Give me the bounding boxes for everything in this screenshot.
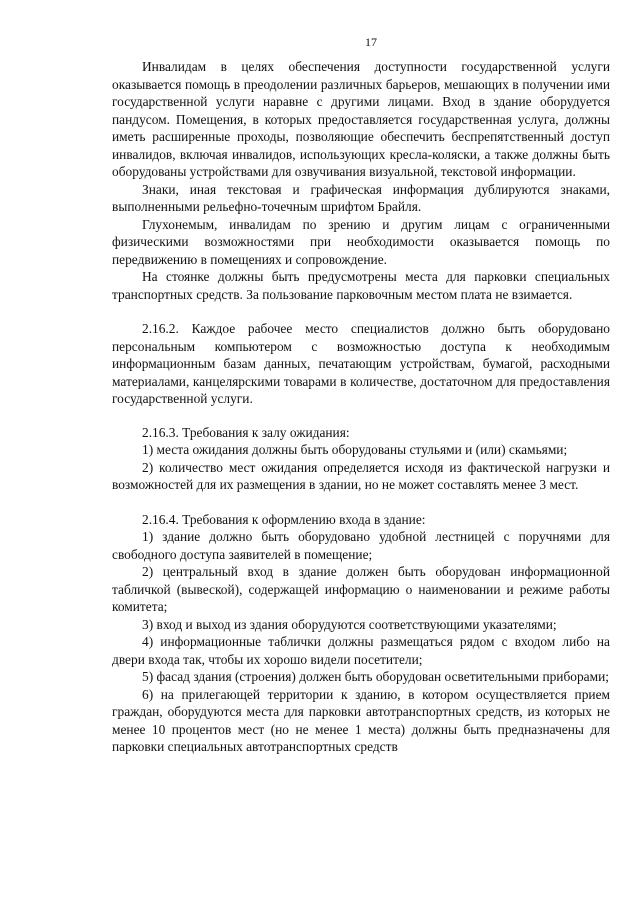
section-2-16-4-item-4: 4) информационные таблички должны размещаться рядом с входом либо на двери входа так, чтобы их хорошо видели посетители; [112, 634, 610, 667]
page-number: 17 [365, 35, 377, 49]
section-2-16-3-item-1: 1) места ожидания должны быть оборудованы стульями и (или) скамьями; [142, 442, 568, 457]
paragraph-accessibility-assistance: Инвалидам в целях обеспечения доступности государственной услуги оказывается помощь в преодолении различных барьеров, мешающих в получении ими государственной услуги наравне с другими лицами. Вход в здание оборудуется пандусом. Помещения, в которых предоставляется государственная услуга, должны иметь расширенные проходы, позволяющие обеспечить беспрепятственный доступ инвалидов, включая инвалидов, использующих кресла-коляски, а также должны быть оборудованы устройствами для озвучивания визуальной, текстовой информации. [112, 59, 610, 179]
section-2-16-3-heading: 2.16.3. Требования к залу ожидания: [142, 424, 350, 440]
section-2-16-3-item-2: 2) количество мест ожидания определяется исходя из фактической нагрузки и возможностей для их размещения в здании, но не может составлять менее 3 мест. [112, 459, 610, 492]
section-2-16-4-item-3: 3) вход и выход из здания оборудуются соответствующими указателями; [142, 616, 557, 632]
section-2-16-2: 2.16.2. Каждое рабочее место специалистов должно быть оборудовано персональным компьютером с возможностью доступа к необходимым информационным базам данных, печатающим устройствам, бумагой, расходными материалами, канцелярскими товарами в количестве, достаточном для предоставления государственной услуги. [112, 321, 610, 406]
spacer [112, 408, 610, 424]
section-2-16-4-item-6: 6) на прилегающей территории к зданию, в котором осуществляется прием граждан, оборудуются места для парковки автотранспортных средств, из которых не менее 10 процентов мест (но не менее 1 места) должны быть предназначены для парковки специальных автотранспортных средств [112, 686, 610, 754]
spacer [112, 303, 610, 320]
paragraph-braille-signs: Знаки, иная текстовая и графическая информация дублируются знаками, выполненными рельефно-точечным шрифтом Брайля. [112, 181, 610, 214]
paragraph-assistance-movement: Глухонемым, инвалидам по зрению и другим лицам с ограниченными физическими возможностями при необходимости оказывается помощь по передвижению в помещениях и сопровождение. [112, 216, 610, 267]
spacer [112, 494, 610, 511]
section-2-16-4-item-1: 1) здание должно быть оборудовано удобной лестницей с поручнями для свободного доступа заявителей в помещение; [112, 529, 610, 562]
section-2-16-4-item-5: 5) фасад здания (строения) должен быть оборудован осветительными приборами; [142, 669, 609, 684]
section-2-16-4-heading: 2.16.4. Требования к оформлению входа в здание: [142, 511, 426, 527]
paragraph-parking: На стоянке должны быть предусмотрены места для парковки специальных транспортных средств. За пользование парковочным местом плата не взимается. [112, 269, 610, 302]
section-2-16-4-item-2: 2) центральный вход в здание должен быть оборудован информационной табличкой (вывеской), содержащей информацию о наименовании и режиме работы комитета; [112, 564, 610, 614]
